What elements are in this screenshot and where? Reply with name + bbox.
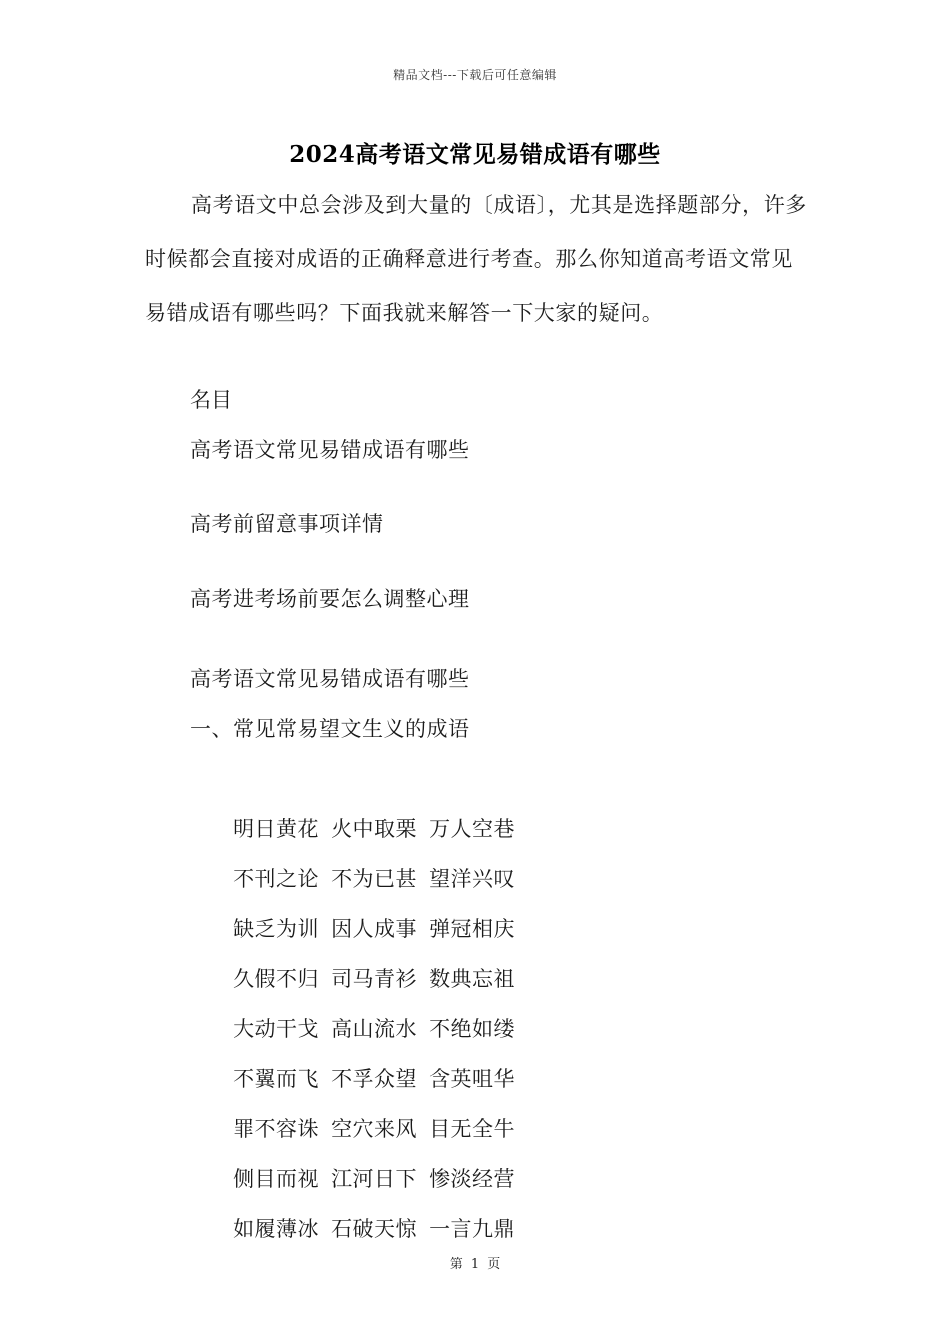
toc-item: 高考进考场前要怎么调整心理 — [190, 587, 470, 611]
idiom: 含英咀华 — [429, 1067, 516, 1091]
idiom: 侧目而视 — [233, 1167, 320, 1191]
idiom: 惨淡经营 — [429, 1167, 516, 1191]
idiom: 久假不归 — [233, 967, 320, 991]
idiom-row — [190, 754, 516, 841]
idiom: 如履薄冰 — [233, 1217, 320, 1241]
idiom: 高山流水 — [331, 1017, 418, 1041]
idiom: 一言九鼎 — [429, 1217, 516, 1241]
idiom: 不为已甚 — [331, 867, 418, 891]
subsection-title: 一、常见常易望文生义的成语 — [190, 717, 470, 741]
idiom: 罪不容诛 — [233, 1117, 320, 1141]
idiom: 明日黄花 — [233, 817, 320, 841]
idiom: 司马青衫 — [331, 967, 418, 991]
idiom: 不孚众望 — [331, 1067, 418, 1091]
idiom: 万人空巷 — [429, 817, 516, 841]
idiom: 数典忘祖 — [429, 967, 516, 991]
idiom: 不翼而飞 — [233, 1067, 320, 1091]
idiom: 不刊之论 — [233, 867, 320, 891]
idiom: 目无全牛 — [429, 1117, 516, 1141]
document-title: 2024高考语文常见易错成语有哪些 — [289, 141, 661, 168]
idiom: 大动干戈 — [233, 1017, 320, 1041]
toc-label: 名目 — [190, 388, 232, 412]
toc-item: 高考语文常见易错成语有哪些 — [190, 438, 470, 462]
page-header: 精品文档---下载后可任意编辑 — [393, 68, 557, 82]
idiom: 弹冠相庆 — [429, 917, 516, 941]
page-number: 第 1 页 — [449, 1257, 501, 1272]
idiom: 石破天惊 — [331, 1217, 418, 1241]
idiom: 空穴来风 — [331, 1117, 418, 1141]
idiom: 不绝如缕 — [429, 1017, 516, 1041]
idiom: 望洋兴叹 — [429, 867, 516, 891]
idiom-section — [190, 654, 516, 1241]
idiom: 缺乏为训 — [233, 917, 320, 941]
idiom: 因人成事 — [331, 917, 418, 941]
section-title: 高考语文常见易错成语有哪些 — [190, 667, 470, 691]
idiom: 江河日下 — [331, 1167, 418, 1191]
intro-paragraph: 高考语文中总会涉及到大量的〔成语〕，尤其是选择题部分，许多时候都会直接对成语的正确释意进行考查。那么你知道高考语文常见易错成语有哪些吗？下面我就来解答一下大家的疑问。 — [145, 193, 807, 325]
toc-item: 高考前留意事项详情 — [190, 512, 384, 536]
idiom: 火中取栗 — [331, 817, 418, 841]
